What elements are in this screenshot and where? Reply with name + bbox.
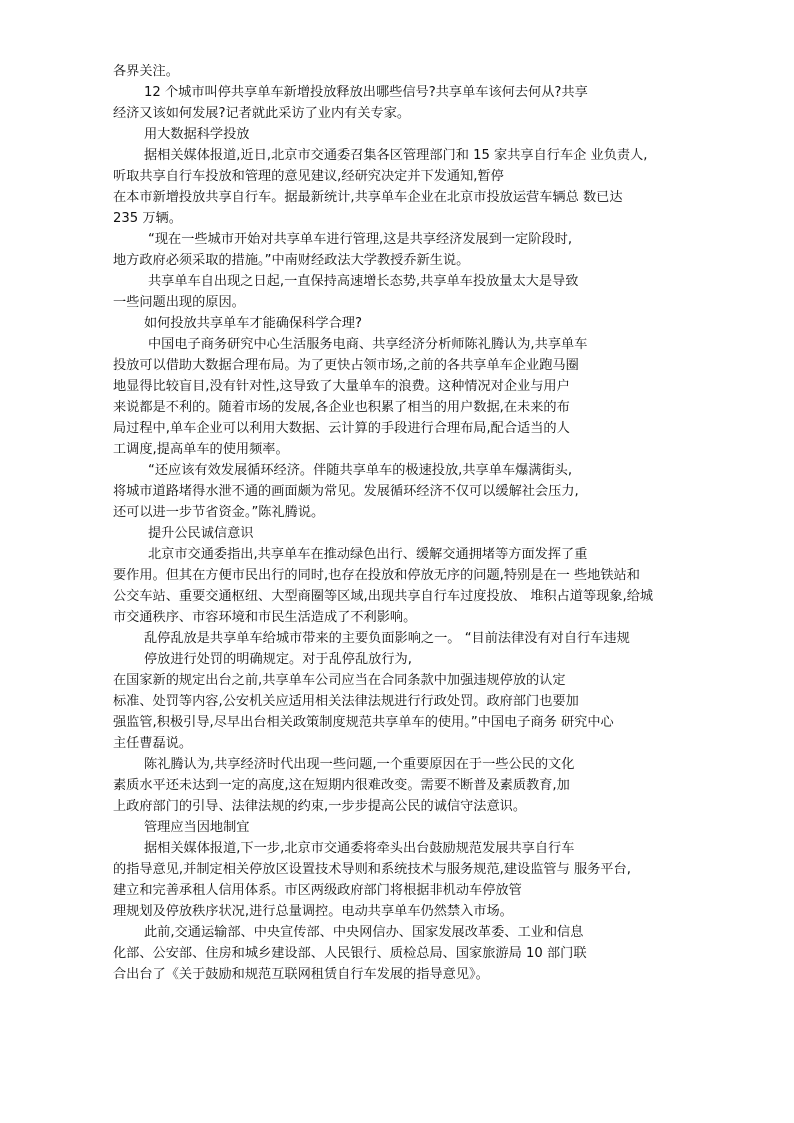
text-line: 来说都是不利的。随着市场的发展,各企业也积累了相当的用户数据,在未来的布 <box>113 400 570 415</box>
text-line: 听取共享自行车投放和管理的意见建议,经研究决定并下发通知,暂停 <box>113 169 504 184</box>
text-line: 上政府部门的引导、法律法规的约束,一步步提高公民的诚信守法意识。 <box>113 799 527 814</box>
text-line: 主任曹磊说。 <box>113 736 193 751</box>
text-line: 据相关媒体报道,近日,北京市交通委召集各区管理部门和 15 家共享自行车企 业负责人, <box>144 148 648 163</box>
text-line: 地显得比较盲目,没有针对性,这导致了大量单车的浪费。这种情况对企业与用户 <box>113 379 570 394</box>
text-line: 地方政府必须采取的措施。”中南财经政法大学教授乔新生说。 <box>113 253 470 268</box>
text-line: “还应该有效发展循环经济。伴随共享单车的极速投放,共享单车爆满街头, <box>148 463 573 478</box>
text-line: 停放进行处罚的明确规定。对于乱停乱放行为, <box>144 652 412 667</box>
text-line: 强监管,积极引导,尽早出台相关政策制度规范共享单车的使用。”中国电子商务 研究中心 <box>113 715 614 730</box>
text-line: 将城市道路堵得水泄不通的画面颇为常见。发展循环经济不仅可以缓解社会压力, <box>113 484 579 499</box>
text-line: 市交通秩序、市容环境和市民生活造成了不利影响。 <box>113 610 417 625</box>
section-heading: 提升公民诚信意识 <box>148 526 254 541</box>
text-line: 一些问题出现的原因。 <box>113 295 245 310</box>
text-line: 建立和完善承租人信用体系。市区两级政府部门将根据非机动车停放管 <box>113 883 522 898</box>
text-line: 在本市新增投放共享自行车。据最新统计,共享单车企业在北京市投放运营车辆总 数已达 <box>113 190 623 205</box>
text-line: 的指导意见,并制定相关停放区设置技术导则和系统技术与服务规范,建设监管与 服务平台, <box>113 862 631 877</box>
text-line: 局过程中,单车企业可以利用大数据、云计算的手段进行合理布局,配合适当的人 <box>113 421 570 436</box>
text-line: 中国电子商务研究中心生活服务电商、共享经济分析师陈礼腾认为,共享单车 <box>148 337 588 352</box>
text-line: 共享单车自出现之日起,一直保持高速增长态势,共享单车投放量太大是导致 <box>148 274 579 289</box>
text-line: 合出台了《关于鼓励和规范互联网租赁自行车发展的指导意见》。 <box>113 967 489 982</box>
text-line: 如何投放共享单车才能确保科学合理? <box>144 316 362 331</box>
text-line: 经济又该如何发展?记者就此采访了业内有关专家。 <box>113 106 411 121</box>
text-line: 此前,交通运输部、中央宣传部、中央网信办、国家发展改革委、工业和信息 <box>144 925 584 940</box>
text-line: 工调度,提高单车的使用频率。 <box>113 442 289 457</box>
section-heading: 用大数据科学投放 <box>144 127 250 142</box>
text-line: 化部、公安部、住房和城乡建设部、人民银行、质检总局、国家旅游局 10 部门联 <box>113 946 587 961</box>
text-line: “现在一些城市开始对共享单车进行管理,这是共享经济发展到一定阶段时, <box>148 232 573 247</box>
text-line: 在国家新的规定出台之前,共享单车公司应当在合同条款中加强违规停放的认定 <box>113 673 566 688</box>
text-line: 235 万辆。 <box>113 211 182 226</box>
text-line: 12 个城市叫停共享单车新增投放释放出哪些信号?共享单车该何去何从?共享 <box>144 85 588 100</box>
text-line: 公交车站、重要交通枢纽、大型商圈等区域,出现共享自行车过度投放、 堆积占道等现象,给城 <box>113 589 654 604</box>
text-line: 还可以进一步节省资金。”陈礼腾说。 <box>113 505 325 520</box>
text-line: 投放可以借助大数据合理布局。为了更快占领市场,之前的各共享单车企业跑马圈 <box>113 358 579 373</box>
text-line: 要作用。但其在方便市民出行的同时,也存在投放和停放无序的问题,特别是在一 些地铁站和 <box>113 568 640 583</box>
section-heading: 管理应当因地制宜 <box>144 820 250 835</box>
text-line: 理规划及停放秩序状况,进行总量调控。电动共享单车仍然禁入市场。 <box>113 904 513 919</box>
text-line: 乱停乱放是共享单车给城市带来的主要负面影响之一。 “目前法律没有对自行车违规 <box>144 631 630 646</box>
text-line: 据相关媒体报道,下一步,北京市交通委将牵头出台鼓励规范发展共享自行车 <box>144 841 575 856</box>
text-line: 素质水平还未达到一定的高度,这在短期内很难改变。需要不断普及素质教育,加 <box>113 778 570 793</box>
text-line: 标准、处罚等内容,公安机关应适用相关法律法规进行行政处罚。政府部门也要加 <box>113 694 579 709</box>
text-line: 陈礼腾认为,共享经济时代出现一些问题,一个重要原因在于一些公民的文化 <box>144 757 575 772</box>
text-line: 各界关注。 <box>113 64 179 79</box>
text-line: 北京市交通委指出,共享单车在推动绿色出行、缓解交通拥堵等方面发挥了重 <box>148 547 588 562</box>
